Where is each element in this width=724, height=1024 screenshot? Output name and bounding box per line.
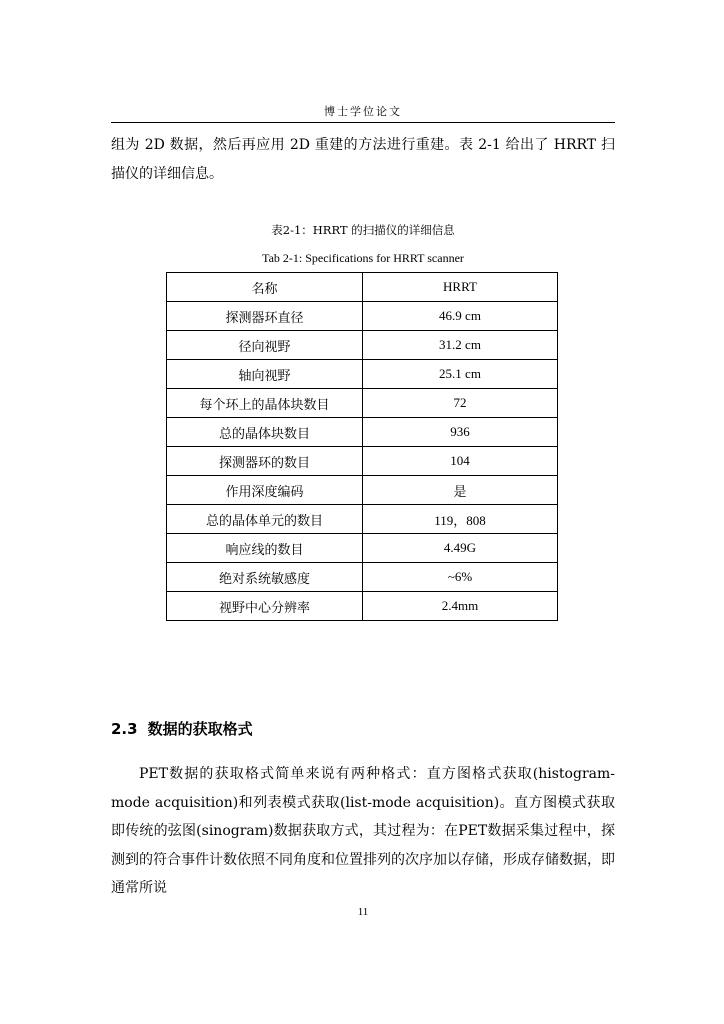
- spec-table: [166, 272, 558, 621]
- header-cell-hrrt: HRRT: [363, 273, 558, 302]
- table-row: [167, 360, 558, 389]
- table-row: [167, 447, 558, 476]
- section-number: 2.3: [111, 720, 138, 738]
- table-cell-value: 72: [363, 389, 558, 418]
- table-cell-name: 探测器环直径: [167, 302, 363, 331]
- table-cell-name: 每个环上的晶体块数目: [167, 389, 363, 418]
- table-cell-value: 936: [363, 418, 558, 447]
- table-cell-name: 总的晶体块数目: [167, 418, 363, 447]
- table-row: [167, 418, 558, 447]
- table-row: [167, 389, 558, 418]
- section-heading: [111, 718, 253, 739]
- page-number: 11: [357, 906, 369, 918]
- table-row: [167, 534, 558, 563]
- table-cell-name: 绝对系统敏感度: [167, 563, 363, 592]
- table-cell-value: 46.9 cm: [363, 302, 558, 331]
- table-cell-value: 4.49G: [363, 534, 558, 563]
- table-cell-value: 25.1 cm: [363, 360, 558, 389]
- table-row: [167, 302, 558, 331]
- body-paragraph: PET数据的获取格式简单来说有两种格式：直方图格式获取(histogram-mode acquisition)和列表模式获取(list-mode acquisition)。直方图模式获取即传统的弦图(sinogram)数据获取方式，其过程为：在PET数据采集过程中，探测到的符合事件计数依照不同角度和位置排列的次序加以存储，形成存储数据，即通常所说: [111, 766, 615, 896]
- section-title: 数据的获取格式: [147, 720, 253, 738]
- table-cell-name: 径向视野: [167, 331, 363, 360]
- table-cell-name: 视野中心分辨率: [167, 592, 363, 621]
- running-header: 博士学位论文: [324, 105, 402, 118]
- table-cell-name: 总的晶体单元的数目: [167, 505, 363, 534]
- table-cell-value: 104: [363, 447, 558, 476]
- table-cell-name: 轴向视野: [167, 360, 363, 389]
- table-row: [167, 563, 558, 592]
- table-cell-name: 探测器环的数目: [167, 447, 363, 476]
- table-row: [167, 331, 558, 360]
- table-row: [167, 592, 558, 621]
- table-cell-value: 是: [363, 476, 558, 505]
- table-cell-value: 2.4mm: [363, 592, 558, 621]
- table-cell-name: 响应线的数目: [167, 534, 363, 563]
- table-cell-name: 作用深度编码: [167, 476, 363, 505]
- table-row: [167, 476, 558, 505]
- table-header-row: [167, 273, 558, 302]
- table-cell-value: 119，808: [363, 505, 558, 534]
- table-caption-chinese: 表2-1：HRRT 的扫描仪的详细信息: [271, 223, 455, 237]
- table-caption-english: Tab 2-1: Specifications for HRRT scanner: [262, 251, 464, 265]
- table-cell-value: ~6%: [363, 563, 558, 592]
- header-cell-name: 名称: [167, 273, 363, 302]
- header-rule: [111, 122, 615, 123]
- intro-paragraph: 组为 2D 数据，然后再应用 2D 重建的方法进行重建。表 2-1 给出了 HRRT 扫描仪的详细信息。: [111, 137, 615, 182]
- table-cell-value: 31.2 cm: [363, 331, 558, 360]
- table-row: [167, 505, 558, 534]
